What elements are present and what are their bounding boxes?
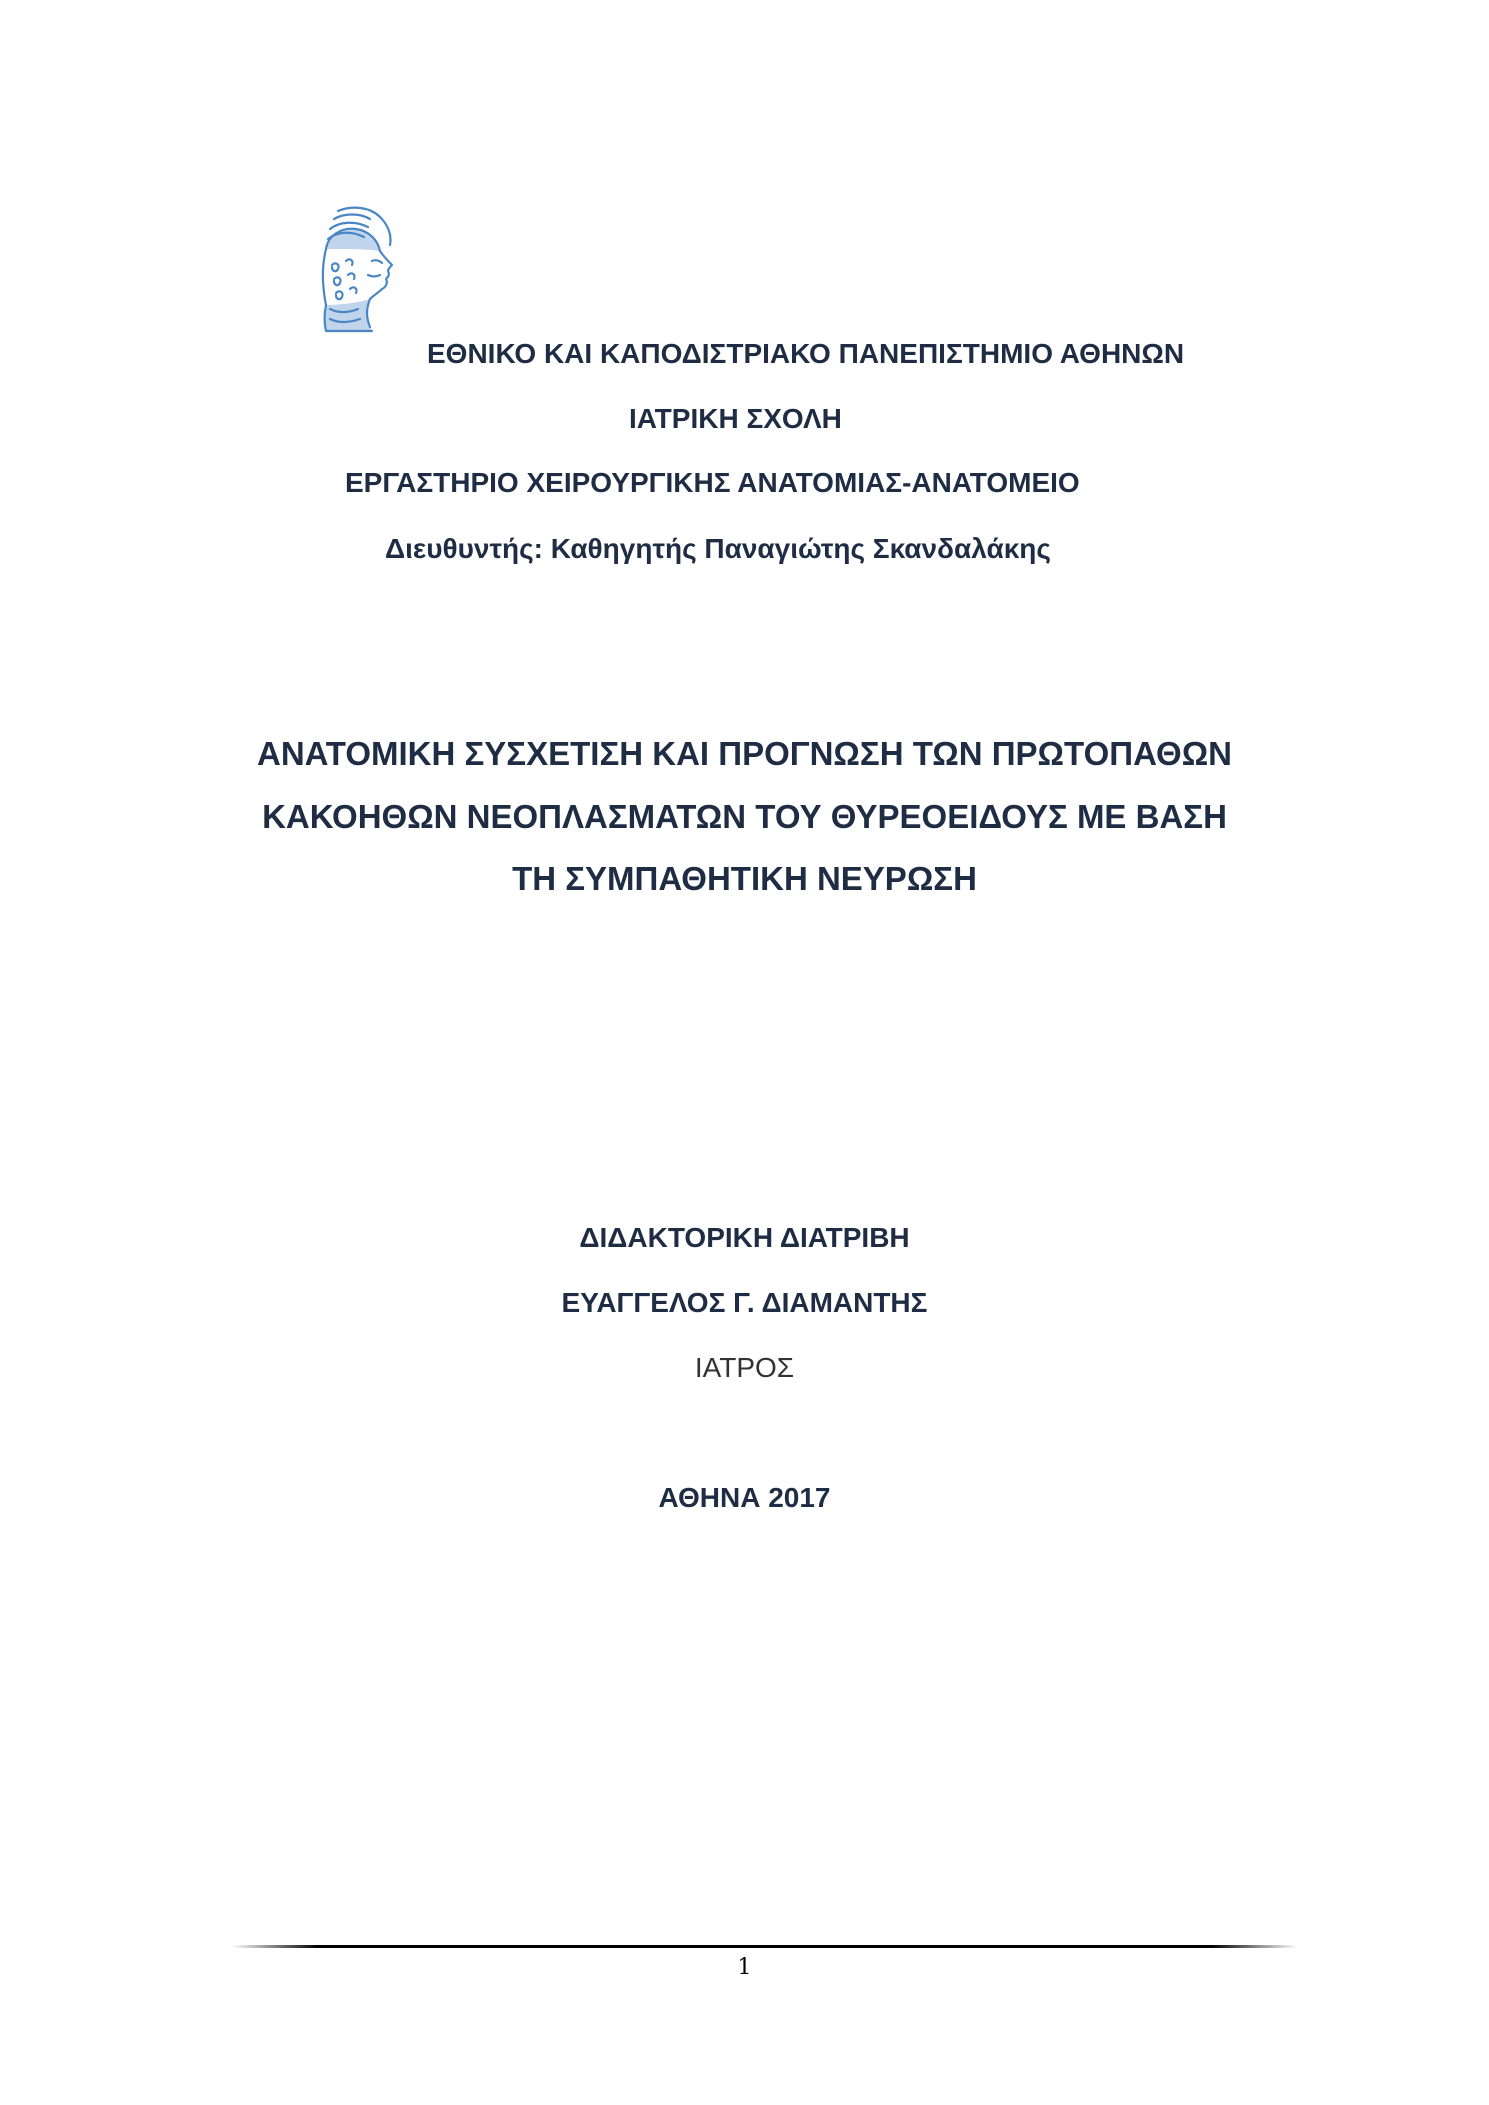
university-emblem-icon — [308, 205, 400, 335]
director-name: Διευθυντής: Καθηγητής Παναγιώτης Σκανδαλάκης — [385, 533, 1051, 564]
author-profession: ΙΑΤΡΟΣ — [694, 1352, 795, 1383]
school-name: ΙΑΤΡΙΚΗ ΣΧΟΛΗ — [629, 403, 842, 434]
laboratory-name: ΕΡΓΑΣΤΗΡΙΟ ΧΕΙΡΟΥΡΓΙΚΗΣ ΑΝΑΤΟΜΙΑΣ-ΑΝΑΤΟΜΕΙΟ — [345, 467, 1080, 498]
thesis-title-line-2: ΚΑΚΟΗΘΩΝ ΝΕΟΠΛΑΣΜΑΤΩΝ ΤΟΥ ΘΥΡΕΟΕΙΔΟΥΣ ΜΕ ΒΑΣΗ — [262, 798, 1227, 835]
thesis-title-line-3: ΤΗ ΣΥΜΠΑΘΗΤΙΚΗ ΝΕΥΡΩΣΗ — [512, 860, 977, 897]
thesis-type: ΔΙΔΑΚΤΟΡΙΚΗ ΔΙΑΤΡΙΒΗ — [579, 1222, 910, 1253]
footer-rule — [232, 1945, 1297, 1948]
thesis-author: ΕΥΑΓΓΕΛΟΣ Γ. ΔΙΑΜΑΝΤΗΣ — [561, 1287, 928, 1318]
page-number: 1 — [737, 1955, 752, 1980]
place-and-year: ΑΘΗΝΑ 2017 — [658, 1482, 831, 1513]
university-name: ΕΘΝΙΚΟ ΚΑΙ ΚΑΠΟΔΙΣΤΡΙΑΚΟ ΠΑΝΕΠΙΣΤΗΜΙΟ ΑΘΗΝΩΝ — [427, 338, 1185, 369]
thesis-title-line-1: ΑΝΑΤΟΜΙΚΗ ΣΥΣΧΕΤΙΣΗ ΚΑΙ ΠΡΟΓΝΩΣΗ ΤΩΝ ΠΡΩΤΟΠΑΘΩΝ — [257, 735, 1232, 772]
